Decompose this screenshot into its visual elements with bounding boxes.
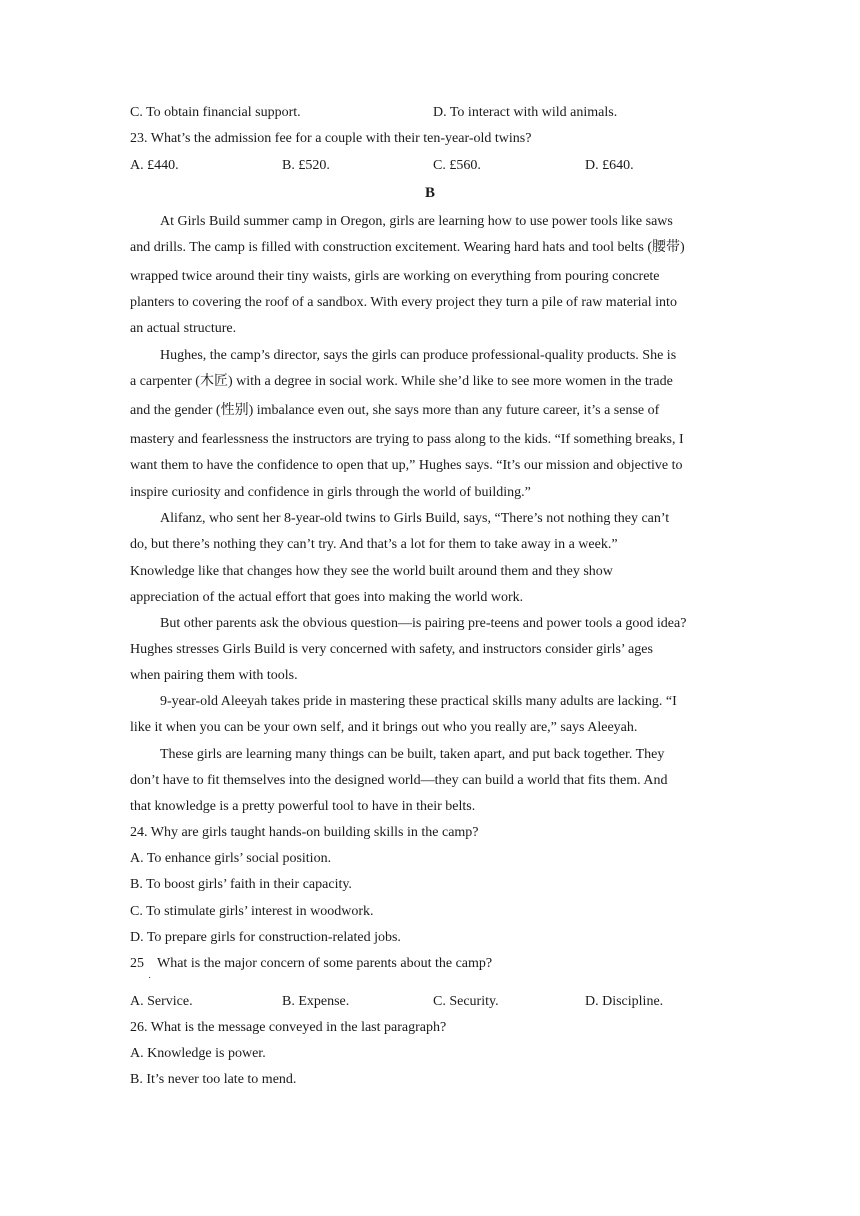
- q22-option-d: D. To interact with wild animals.: [433, 105, 618, 120]
- passage-line: Hughes, the camp’s director, says the girls can produce professional-quality products. She is: [160, 348, 677, 363]
- q24-option-c: C. To stimulate girls’ interest in woodwork.: [130, 904, 374, 919]
- q26-option-b: B. It’s never too late to mend.: [130, 1072, 297, 1087]
- q25-number: 25: [130, 956, 144, 971]
- passage-line: do, but there’s nothing they can’t try. And that’s a lot for them to take away in a week.”: [130, 537, 618, 552]
- q25-option-a: A. Service.: [130, 994, 193, 1009]
- q26-option-a: A. Knowledge is power.: [130, 1046, 266, 1061]
- q23-option-d: D. £640.: [585, 158, 634, 173]
- passage-line: don’t have to fit themselves into the designed world—they can build a world that fits them. And: [130, 773, 668, 788]
- section-title: B: [424, 185, 435, 201]
- q23-option-c: C. £560.: [433, 158, 481, 173]
- q25-dot: ˙: [148, 976, 152, 987]
- q23-stem: 23. What’s the admission fee for a couple with their ten-year-old twins?: [130, 131, 532, 146]
- passage-line: like it when you can be your own self, and it brings out who you really are,” says Aleeyah.: [130, 720, 638, 735]
- passage-line: that knowledge is a pretty powerful tool to have in their belts.: [130, 799, 476, 814]
- passage-line: and drills. The camp is filled with construction excitement. Wearing hard hats and tool belts (腰带): [130, 240, 685, 255]
- q23-option-b: B. £520.: [282, 158, 330, 173]
- passage-line: Hughes stresses Girls Build is very concerned with safety, and instructors consider girls’ ages: [130, 642, 653, 657]
- passage-line: But other parents ask the obvious question—is pairing pre-teens and power tools a good idea?: [160, 616, 687, 631]
- passage-line: appreciation of the actual effort that goes into making the world work.: [130, 590, 524, 605]
- passage-line: a carpenter (木匠) with a degree in social work. While she’d like to see more women in the trade: [130, 374, 673, 389]
- passage-line: 9-year-old Aleeyah takes pride in mastering these practical skills many adults are lacking. “I: [160, 694, 677, 709]
- q24-option-b: B. To boost girls’ faith in their capacity.: [130, 877, 352, 892]
- passage-line: want them to have the confidence to open that up,” Hughes says. “It’s our mission and objective to: [130, 458, 683, 473]
- passage-line: mastery and fearlessness the instructors are trying to pass along to the kids. “If something breaks, I: [130, 432, 684, 447]
- q26-stem: 26. What is the message conveyed in the last paragraph?: [130, 1020, 447, 1035]
- q24-stem: 24. Why are girls taught hands-on building skills in the camp?: [130, 825, 479, 840]
- q25-option-b: B. Expense.: [282, 994, 350, 1009]
- q23-option-a: A. £440.: [130, 158, 179, 173]
- passage-line: an actual structure.: [130, 321, 237, 336]
- passage-line: inspire curiosity and confidence in girls through the world of building.”: [130, 485, 531, 500]
- q24-option-d: D. To prepare girls for construction-related jobs.: [130, 930, 401, 945]
- passage-line: Knowledge like that changes how they see the world built around them and they show: [130, 564, 613, 579]
- passage-line: Alifanz, who sent her 8-year-old twins to Girls Build, says, “There’s not nothing they can’t: [160, 511, 670, 526]
- passage-line: and the gender (性别) imbalance even out, she says more than any future career, it’s a sense of: [130, 403, 660, 418]
- passage-line: planters to covering the roof of a sandbox. With every project they turn a pile of raw material into: [130, 295, 677, 310]
- q25-option-c: C. Security.: [433, 994, 499, 1009]
- passage-line: At Girls Build summer camp in Oregon, girls are learning how to use power tools like saws: [160, 214, 673, 229]
- q25-option-d: D. Discipline.: [585, 994, 664, 1009]
- passage-line: wrapped twice around their tiny waists, girls are working on everything from pouring concrete: [130, 269, 660, 284]
- q25-stem: What is the major concern of some parents about the camp?: [157, 956, 493, 971]
- passage-line: when pairing them with tools.: [130, 668, 298, 683]
- passage-line: These girls are learning many things can be built, taken apart, and put back together. They: [160, 747, 665, 762]
- q22-option-c: C. To obtain financial support.: [130, 105, 301, 120]
- q24-option-a: A. To enhance girls’ social position.: [130, 851, 332, 866]
